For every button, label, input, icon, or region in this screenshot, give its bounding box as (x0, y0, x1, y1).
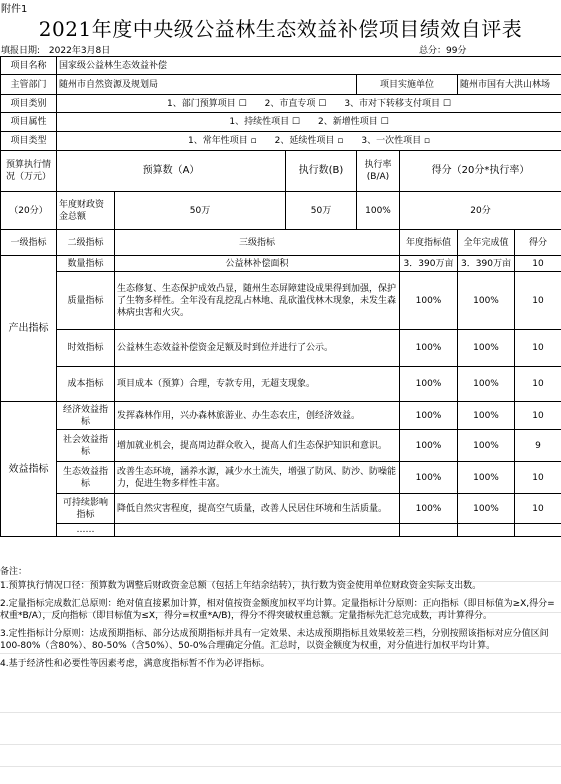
header-score: 得分 (515, 230, 561, 256)
row-actual: 100% (458, 402, 515, 430)
row-target: 3．390万亩 (400, 256, 458, 272)
header-lvl2: 二级指标 (57, 230, 115, 256)
table-row (1, 402, 561, 430)
row-l3: 公益林补偿面积 (115, 256, 400, 272)
budget-col-score: 得分（20分*执行率） (400, 151, 561, 192)
notes-label: 备注： (0, 567, 28, 577)
row-score: 9 (515, 430, 561, 462)
fill-date-value: 2022年3月8日 (48, 46, 111, 56)
table-row (1, 57, 561, 75)
note-3: 3.定性指标计分原则：达成预期指标、部分达成预期指标并具有一定效果、未达成预期指标且效果较差三档，分别按照该指标对应分值区间100-80%（含80%）、80-50%（含50%）、50-0%合理确定分值。汇总时，以资金额度为权重，对分值进行加权平均计算。 (0, 629, 549, 651)
total-score: 总分：99分 (419, 46, 467, 56)
row-score: 10 (515, 402, 561, 430)
header-lvl1: 一级指标 (1, 230, 57, 256)
row-actual: 100% (458, 367, 515, 402)
type-label: 项目类型 (1, 132, 57, 151)
budget-col-exec: 执行数(B) (286, 151, 357, 192)
impl-unit-value: 随州市国有大洪山林场 (458, 75, 561, 95)
note-4: 4.基于经济性和必要性等因素考虑，满意度指标暂不作为必评指标。 (0, 659, 270, 669)
row-actual: 100% (458, 494, 515, 524)
row-target: 100% (400, 494, 458, 524)
table-row (1, 494, 561, 524)
row-l2: 社会效益指标 (57, 430, 115, 462)
row-score: 10 (515, 462, 561, 494)
table-row (1, 330, 561, 367)
table-row (1, 272, 561, 330)
fill-date-row (1, 43, 110, 56)
budget-row-label: 年度财政资金总额 (57, 192, 115, 230)
row-target: 100% (400, 402, 458, 430)
note-2: 2.定量指标完成数汇总原则：绝对值直接累加计算，相对值按资金额度加权平均计算。定量指标计分原则：正向指标（即目标值为≥X,得分=权重*B/A），反向指标（即目标值为≤X，得分=权重*A/B)，得分不得突破权重总额。定量指标先汇总完成数，再计算得分。 (0, 599, 555, 621)
row-score: 10 (515, 330, 561, 367)
budget-weight: （20分） (1, 192, 57, 230)
row-l3: 降低自然灾害程度，提高空气质量，改善人民居住环境和生活质量。 (115, 494, 400, 524)
dept-label: 主管部门 (1, 75, 57, 95)
effect-indicators-label: 效益指标 (1, 402, 57, 537)
note-1: 1.预算执行情况口径：预算数为调整后财政资金总额（包括上年结余结转），执行数为资金使用单位财政资金实际支出数。 (0, 581, 482, 591)
row-actual: 100% (458, 272, 515, 330)
table-row (1, 462, 561, 494)
row-l2: …… (57, 524, 115, 537)
output-indicators-label: 产出指标 (1, 256, 57, 402)
row-l2: 可持续影响指标 (57, 494, 115, 524)
budget-col-budget: 预算数（A） (57, 151, 286, 192)
budget-col-rate: 执行率(B/A) (357, 151, 400, 192)
fill-date-label: 填报日期: (1, 46, 41, 56)
table-row (1, 132, 561, 151)
budget-score-value: 20分 (400, 192, 561, 230)
category-value: 1、部门预算项目 ☐ 2、市直专项 ☐ 3、市对下转移支付项目 ☐ (57, 95, 561, 113)
rate-value: 100% (357, 192, 400, 230)
row-l2: 成本指标 (57, 367, 115, 402)
row-l3: 发挥森林作用，兴办森林旅游业、办生态农庄，创经济效益。 (115, 402, 400, 430)
row-actual: 100% (458, 430, 515, 462)
row-actual (458, 524, 515, 537)
header-actual: 全年完成值 (458, 230, 515, 256)
notes-section (0, 566, 558, 676)
header-lvl3: 三级指标 (115, 230, 400, 256)
row-l3: 生态修复、生态保护成效凸显，随州生态屏障建设成果得到加强，保护了生物多样性。全年没有乱挖乱占林地、乱砍滥伐林木现象，未发生森林病虫害和火灾。 (115, 272, 400, 330)
table-row (1, 430, 561, 462)
row-actual: 100% (458, 462, 515, 494)
row-l2: 生态效益指标 (57, 462, 115, 494)
dept-value: 随州市自然资源及规划局 (57, 75, 357, 95)
row-actual: 3．390万亩 (458, 256, 515, 272)
row-target (400, 524, 458, 537)
row-l3: 增加就业机会，提高周边群众收入，提高人们生态保护知识和意识。 (115, 430, 400, 462)
row-l2: 数量指标 (57, 256, 115, 272)
row-target: 100% (400, 367, 458, 402)
category-label: 项目类别 (1, 95, 57, 113)
row-target: 100% (400, 272, 458, 330)
row-score (515, 524, 561, 537)
table-row (1, 95, 561, 113)
row-l2: 时效指标 (57, 330, 115, 367)
row-l3: 改善生态环境，涵养水源，减少水土流失，增强了防风、防沙、防噪能力，促进生物多样性丰富。 (115, 462, 400, 494)
type-value: 1、常年性项目 ▫ 2、延续性项目 ▫ 3、一次性项目 ▫ (57, 132, 561, 151)
evaluation-table (0, 56, 561, 537)
row-score: 10 (515, 272, 561, 330)
row-score: 10 (515, 494, 561, 524)
row-score: 10 (515, 367, 561, 402)
exec-value: 50万 (286, 192, 357, 230)
project-name-label: 项目名称 (1, 57, 57, 75)
impl-unit-label: 项目实施单位 (357, 75, 458, 95)
row-l2: 质量指标 (57, 272, 115, 330)
row-l3: 公益林生态效益补偿资金足额及时到位并进行了公示。 (115, 330, 400, 367)
row-actual: 100% (458, 330, 515, 367)
header-target: 年度指标值 (400, 230, 458, 256)
budget-value: 50万 (115, 192, 286, 230)
page-title: 2021年度中央级公益林生态效益补偿项目绩效自评表 (38, 17, 523, 41)
row-target: 100% (400, 462, 458, 494)
indicator-header-row (1, 230, 561, 256)
table-row (1, 151, 561, 192)
table-row (1, 75, 561, 95)
row-l3 (115, 524, 400, 537)
annex-label: 附件1 (1, 4, 28, 15)
table-row (1, 113, 561, 132)
table-row (1, 256, 561, 272)
row-target: 100% (400, 430, 458, 462)
budget-label: 预算执行情况（万元） (1, 151, 57, 192)
row-target: 100% (400, 330, 458, 367)
row-score: 10 (515, 256, 561, 272)
project-name-value: 国家级公益林生态效益补偿 (57, 57, 561, 75)
table-row (1, 192, 561, 230)
attribute-label: 项目属性 (1, 113, 57, 132)
table-row (1, 524, 561, 537)
row-l2: 经济效益指标 (57, 402, 115, 430)
row-l3: 项目成本（预算）合理，专款专用，无超支现象。 (115, 367, 400, 402)
table-row (1, 367, 561, 402)
attribute-value: 1、持续性项目 ☐ 2、新增性项目 ☐ (57, 113, 561, 132)
